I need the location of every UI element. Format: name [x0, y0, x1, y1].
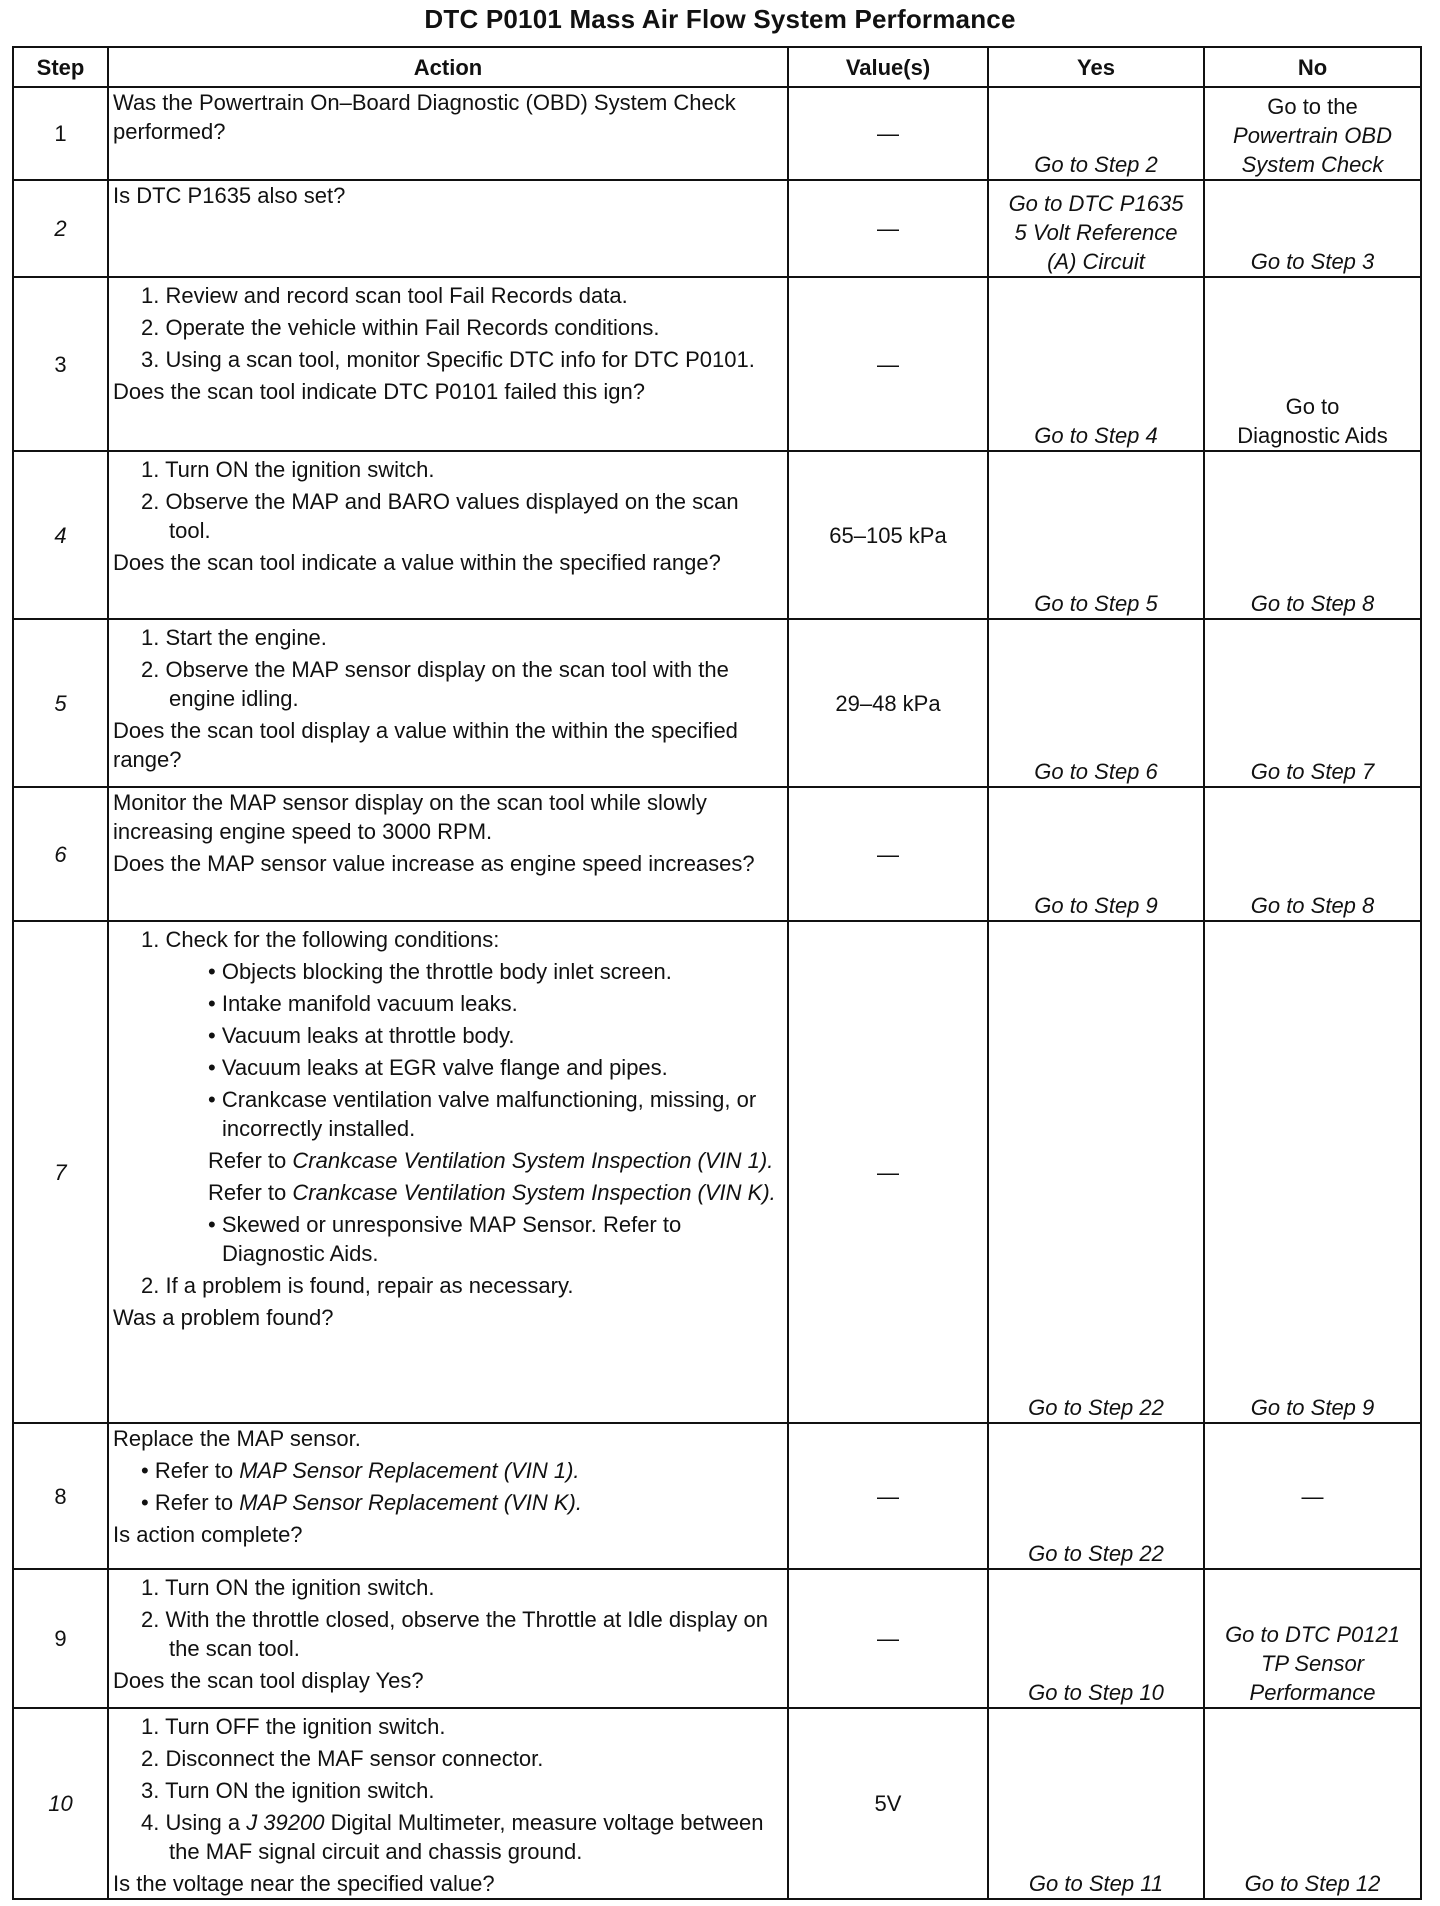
action-item: 2. If a problem is found, repair as necessary.	[141, 1273, 574, 1298]
no-cell: Go to Step 8	[1204, 451, 1421, 619]
table-header-row	[13, 47, 1421, 87]
yes-cell: Go to Step 9	[988, 787, 1204, 921]
action-cell	[108, 87, 788, 180]
action-cell	[108, 921, 788, 1423]
no-text: TP Sensor	[1260, 1651, 1365, 1676]
no-text: Go to DTC P0121	[1225, 1622, 1400, 1647]
action-text: Replace the MAP sensor.	[113, 1426, 361, 1451]
no-text: Powertrain OBD	[1233, 123, 1392, 148]
refer-prefix: Refer to	[154, 1458, 234, 1483]
bullet-text: Intake manifold vacuum leaks.	[221, 991, 518, 1016]
reference-line	[208, 1178, 783, 1207]
no-cell	[1204, 277, 1421, 451]
bullet-text: Crankcase ventilation valve malfunctioning, missing, or incorrectly installed.	[221, 1087, 757, 1141]
reference-bullet: • Refer to MAP Sensor Replacement (VIN K).	[141, 1490, 582, 1515]
action-item: 2. Observe the MAP sensor display on the scan tool with the engine idling.	[141, 657, 729, 711]
action-cell	[108, 451, 788, 619]
action-item: 1. Turn ON the ignition switch.	[141, 1575, 435, 1600]
action-item: 1. Check for the following conditions:	[141, 927, 500, 952]
bullet-text: Skewed or unresponsive MAP Sensor. Refer to Diagnostic Aids.	[221, 1212, 682, 1266]
no-text: Performance	[1249, 1680, 1376, 1705]
header-yes: Yes	[988, 47, 1204, 87]
yes-cell: Go to Step 10	[988, 1569, 1204, 1708]
yes-text: (A) Circuit	[1047, 249, 1145, 274]
diagnostic-table	[12, 46, 1422, 1900]
table-row	[13, 277, 1421, 451]
header-no: No	[1204, 47, 1421, 87]
yes-cell	[988, 180, 1204, 277]
step-number: 2	[13, 180, 108, 277]
action-text: Was the Powertrain On–Board Diagnostic (OBD) System Check performed?	[113, 90, 736, 144]
action-item	[141, 1808, 783, 1866]
action-question: Was a problem found?	[113, 1305, 334, 1330]
table-row	[13, 1423, 1421, 1569]
action-item: 1. Review and record scan tool Fail Records data.	[141, 283, 628, 308]
step-number: 1	[13, 87, 108, 180]
step-number: 10	[13, 1708, 108, 1899]
table-row	[13, 87, 1421, 180]
condition-bullet: • Crankcase ventilation valve malfunctioning, missing, or incorrectly installed.	[208, 1087, 757, 1141]
value-cell: —	[788, 180, 988, 277]
no-cell	[1204, 87, 1421, 180]
table-row	[13, 1708, 1421, 1899]
action-question: Does the scan tool display a value within the within the specified range?	[113, 718, 738, 772]
reference-link-text: Crankcase Ventilation System Inspection (VIN K).	[292, 1180, 776, 1205]
no-cell: Go to Step 12	[1204, 1708, 1421, 1899]
table-row	[13, 451, 1421, 619]
action-item: 3. Using a scan tool, monitor Specific DTC info for DTC P0101.	[141, 347, 755, 372]
action-cell	[108, 1569, 788, 1708]
no-cell: Go to Step 8	[1204, 787, 1421, 921]
reference-link-text: MAP Sensor Replacement (VIN 1).	[239, 1458, 580, 1483]
item-prefix: 4. Using a	[141, 1810, 241, 1835]
yes-text: Go to DTC P1635	[1008, 191, 1184, 216]
condition-bullet: • Vacuum leaks at throttle body.	[208, 1023, 515, 1048]
yes-text: 5 Volt Reference	[1014, 220, 1178, 245]
value-cell: —	[788, 87, 988, 180]
action-cell	[108, 277, 788, 451]
table-row	[13, 180, 1421, 277]
no-cell: Go to Step 3	[1204, 180, 1421, 277]
action-text: Is DTC P1635 also set?	[113, 183, 346, 208]
table-row	[13, 921, 1421, 1423]
table-row	[13, 787, 1421, 921]
no-text: System Check	[1241, 152, 1384, 177]
condition-bullet: • Vacuum leaks at EGR valve flange and pipes.	[208, 1055, 668, 1080]
table-row	[13, 1569, 1421, 1708]
action-text: Monitor the MAP sensor display on the scan tool while slowly increasing engine speed to 3000 RPM.	[113, 790, 707, 844]
action-item: 2. Disconnect the MAF sensor connector.	[141, 1746, 544, 1771]
bullet-text: Vacuum leaks at throttle body.	[221, 1023, 515, 1048]
action-question: Does the scan tool indicate a value within the specified range?	[113, 550, 721, 575]
value-cell: 29–48 kPa	[788, 619, 988, 787]
no-cell	[1204, 1569, 1421, 1708]
header-action: Action	[108, 47, 788, 87]
header-values: Value(s)	[788, 47, 988, 87]
yes-cell: Go to Step 5	[988, 451, 1204, 619]
no-text: Go to	[1285, 394, 1340, 419]
page-title: DTC P0101 Mass Air Flow System Performance	[424, 4, 1016, 34]
action-item: 1. Start the engine.	[141, 625, 327, 650]
reference-link-text: Crankcase Ventilation System Inspection (VIN 1).	[292, 1148, 774, 1173]
no-cell: Go to Step 9	[1204, 921, 1421, 1423]
action-question: Does the scan tool indicate DTC P0101 failed this ign?	[113, 379, 645, 404]
action-cell	[108, 1423, 788, 1569]
step-number: 5	[13, 619, 108, 787]
refer-prefix: Refer to	[208, 1148, 287, 1173]
action-question: Does the scan tool display Yes?	[113, 1668, 424, 1693]
refer-prefix: Refer to	[154, 1490, 234, 1515]
step-number: 6	[13, 787, 108, 921]
condition-bullet: • Skewed or unresponsive MAP Sensor. Refer to Diagnostic Aids.	[208, 1212, 682, 1266]
action-question: Is action complete?	[113, 1522, 303, 1547]
refer-prefix: Refer to	[208, 1180, 287, 1205]
value-cell: —	[788, 921, 988, 1423]
reference-bullet: • Refer to MAP Sensor Replacement (VIN 1).	[141, 1458, 580, 1483]
step-number: 7	[13, 921, 108, 1423]
reference-line	[208, 1146, 783, 1175]
action-question: Does the MAP sensor value increase as engine speed increases?	[113, 851, 755, 876]
action-item: 1. Turn ON the ignition switch.	[141, 457, 435, 482]
no-text: Go to the	[1267, 94, 1358, 119]
step-number: 8	[13, 1423, 108, 1569]
yes-cell: Go to Step 22	[988, 921, 1204, 1423]
action-question: Is the voltage near the specified value?	[113, 1871, 495, 1896]
value-cell: —	[788, 277, 988, 451]
action-item: 2. Observe the MAP and BARO values displayed on the scan tool.	[141, 489, 739, 543]
yes-cell: Go to Step 6	[988, 619, 1204, 787]
action-item: 2. With the throttle closed, observe the Throttle at Idle display on the scan tool.	[141, 1607, 768, 1661]
yes-cell: Go to Step 11	[988, 1708, 1204, 1899]
step-number: 4	[13, 451, 108, 619]
step-number: 9	[13, 1569, 108, 1708]
table-row	[13, 619, 1421, 787]
action-item: 1. Turn OFF the ignition switch.	[141, 1714, 446, 1739]
value-cell: 5V	[788, 1708, 988, 1899]
bullet-text: Objects blocking the throttle body inlet screen.	[221, 959, 672, 984]
item-text: Digital Multimeter, measure voltage between the MAF signal circuit and chassis ground.	[169, 1810, 764, 1864]
no-cell: —	[1204, 1423, 1421, 1569]
yes-cell: Go to Step 22	[988, 1423, 1204, 1569]
step-number: 3	[13, 277, 108, 451]
tool-name: J 39200	[246, 1810, 325, 1835]
action-item: 2. Operate the vehicle within Fail Records conditions.	[141, 315, 660, 340]
action-cell	[108, 787, 788, 921]
reference-link-text: MAP Sensor Replacement (VIN K).	[239, 1490, 582, 1515]
action-cell	[108, 180, 788, 277]
value-cell: —	[788, 1423, 988, 1569]
action-cell	[108, 1708, 788, 1899]
action-item: 3. Turn ON the ignition switch.	[141, 1778, 435, 1803]
value-cell: —	[788, 787, 988, 921]
action-cell	[108, 619, 788, 787]
no-cell: Go to Step 7	[1204, 619, 1421, 787]
bullet-text: Vacuum leaks at EGR valve flange and pipes.	[221, 1055, 668, 1080]
condition-bullet: • Objects blocking the throttle body inlet screen.	[208, 959, 672, 984]
value-cell: —	[788, 1569, 988, 1708]
header-step: Step	[13, 47, 108, 87]
value-cell: 65–105 kPa	[788, 451, 988, 619]
yes-cell: Go to Step 4	[988, 277, 1204, 451]
no-text: Diagnostic Aids	[1237, 423, 1388, 448]
yes-cell: Go to Step 2	[988, 87, 1204, 180]
condition-bullet: • Intake manifold vacuum leaks.	[208, 991, 518, 1016]
